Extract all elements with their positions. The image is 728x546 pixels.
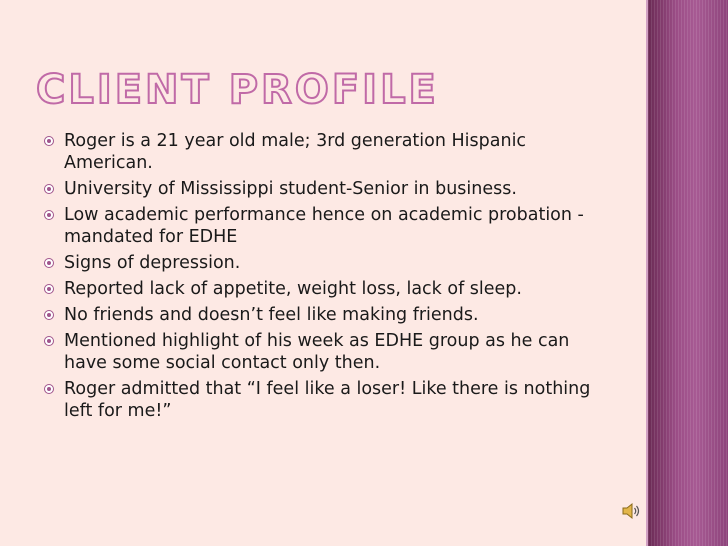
circle-bullet-icon <box>44 210 54 220</box>
bullet-item <box>44 330 604 374</box>
decorative-band <box>648 0 728 546</box>
bullet-item <box>44 378 604 422</box>
circle-bullet-icon <box>44 184 54 194</box>
bullet-text: Roger admitted that “I feel like a loser! Like there is nothing left for me!” <box>64 379 591 421</box>
speaker-icon[interactable] <box>620 500 642 522</box>
circle-bullet-icon <box>44 336 54 346</box>
circle-bullet-icon <box>44 384 54 394</box>
bullet-item <box>44 130 604 174</box>
circle-bullet-icon <box>44 258 54 268</box>
bullet-text: Roger is a 21 year old male; 3rd generation Hispanic American. <box>64 131 527 173</box>
bullet-item <box>44 178 604 200</box>
bullet-text: University of Mississippi student-Senior in business. <box>64 179 517 199</box>
bullet-text: Reported lack of appetite, weight loss, lack of sleep. <box>64 279 522 299</box>
bullet-item <box>44 278 604 300</box>
bullet-text: Mentioned highlight of his week as EDHE group as he can have some social contact only then. <box>64 331 570 373</box>
bullet-text: No friends and doesn’t feel like making friends. <box>64 305 479 325</box>
circle-bullet-icon <box>44 284 54 294</box>
bullet-item <box>44 304 604 326</box>
bullet-list <box>44 130 604 426</box>
circle-bullet-icon <box>44 136 54 146</box>
bullet-text: Signs of depression. <box>64 253 241 273</box>
circle-bullet-icon <box>44 310 54 320</box>
bullet-item <box>44 252 604 274</box>
bullet-item <box>44 204 604 248</box>
slide-title: CLIENT PROFILE <box>36 67 439 113</box>
bullet-text: Low academic performance hence on academic probation - mandated for EDHE <box>64 205 584 247</box>
